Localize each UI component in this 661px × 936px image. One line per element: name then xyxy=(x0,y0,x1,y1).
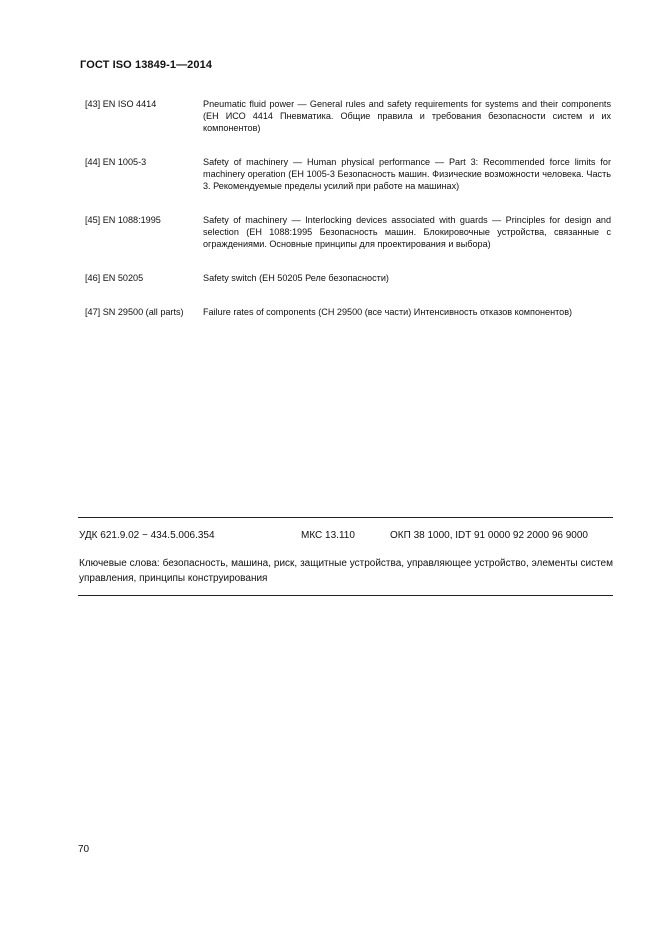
page-number: 70 xyxy=(78,844,90,855)
reference-title: Safety of machinery — Interlocking devices associated with guards — Principles for design and selection (ЕН 1088:1995 Безопасность машин. Блокировочные устройства, связанные с ограждениями. Основные принципы для проектирования и выбора) xyxy=(203,215,611,249)
udk-code: УДК 621.9.02 − 434.5.006.354 xyxy=(79,530,215,541)
bibliography-item xyxy=(85,214,611,250)
reference-number: [44] EN 1005-3 xyxy=(85,157,147,167)
okp-code: ОКП 38 1000, IDT 91 0000 92 2000 96 9000 xyxy=(390,530,588,541)
reference-number: [43] EN ISO 4414 xyxy=(85,99,157,109)
reference-number: [46] EN 50205 xyxy=(85,273,144,283)
divider-top xyxy=(78,517,613,518)
bibliography-item xyxy=(85,306,611,318)
reference-title: Failure rates of components (СН 29500 (все части) Интенсивность отказов компонентов) xyxy=(203,307,573,317)
reference-title: Safety of machinery — Human physical performance — Part 3: Recommended force limits for machinery operation (ЕН 1005-3 Безопасность машин. Физические возможности человека. Часть 3. Рекомендуемые пределы усилий при работе на машинах) xyxy=(203,157,611,191)
document-header: ГОСТ ISO 13849-1—2014 xyxy=(80,59,213,71)
bibliography-item xyxy=(85,272,611,284)
keywords-text: Ключевые слова: безопасность, машина, риск, защитные устройства, управляющее устройство, элементы систем управления, принципы конструирования xyxy=(79,558,613,584)
reference-title: Pneumatic fluid power — General rules and safety requirements for systems and their components (ЕН ИСО 4414 Пневматика. Общие правила и требования безопасности систем и их компонентов) xyxy=(203,99,611,133)
bibliography-item xyxy=(85,98,611,134)
mks-code: МКС 13.110 xyxy=(301,530,355,541)
reference-number: [47] SN 29500 (all parts) xyxy=(85,307,184,317)
classification-row xyxy=(79,530,612,544)
divider-bottom xyxy=(78,595,613,596)
reference-number: [45] EN 1088:1995 xyxy=(85,215,161,225)
bibliography-list xyxy=(85,98,611,318)
reference-title: Safety switch (ЕН 50205 Реле безопасности) xyxy=(203,273,389,283)
bibliography-item xyxy=(85,156,611,192)
